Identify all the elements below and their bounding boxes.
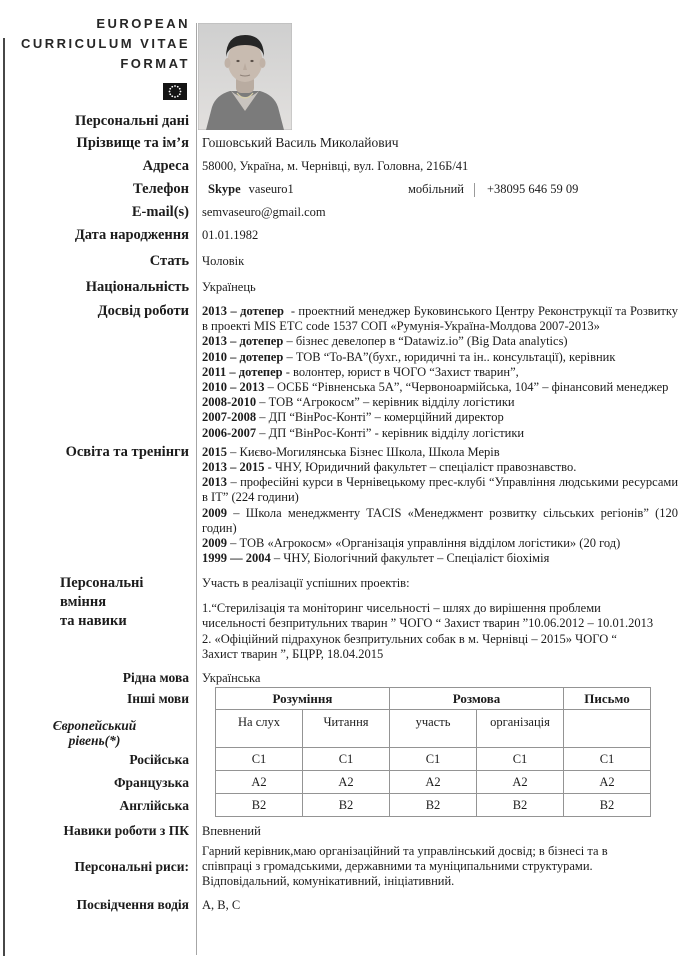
education-entry: 1999 — 2004 – ЧНУ, Біологічний факультет – Спеціаліст біохімія: [202, 551, 550, 566]
field-row-gender: [0, 252, 678, 271]
education-entry: 2015 – Києво-Могилянська Бізнес Школа, Школа Мерів: [202, 444, 500, 459]
european-level-label: Європейський рівень(*): [52, 718, 137, 749]
experience-entry: 2013 – дотепер - проектний менеджер Буковинського Центру Реконструкції та Розвитку в проекті MIS ETC code 1537 СОП «Румунія-Україна-Молдова 2007-2013»: [202, 304, 678, 334]
title-line-3: FORMAT: [120, 56, 190, 71]
field-row-name: [0, 134, 678, 153]
field-row-email: [0, 203, 678, 222]
experience-entry: 2010 – 2013 – ОСББ “Рівненська 5А”, “Червоноармійська, 104” – фінансовий менеджер: [202, 380, 669, 395]
experience-entries: [196, 304, 678, 441]
language-name-french: Французька: [113, 774, 189, 790]
header-right: [196, 0, 292, 130]
language-name-russian: Російська: [129, 751, 189, 767]
field-row-phone: [0, 180, 678, 199]
eu-flag-icon: [163, 83, 187, 100]
mobile-number: +38095 646 59 09: [487, 182, 579, 196]
driver-license-label: Посвідчення водія: [76, 897, 189, 913]
pc-skills-label: Навики роботи з ПК: [63, 823, 189, 839]
language-row-labels: [0, 687, 196, 817]
education-entry: 2009 – Школа менеджменту TACIS «Менеджмент розвитку сільських регіонів” (120 годин): [202, 505, 678, 535]
address-label: Адреса: [142, 158, 189, 174]
table-row-russian: C1 C1 C1 C1 C1: [216, 748, 651, 771]
table-row-english: B2 B2 B2 B2 B2: [216, 794, 651, 817]
header-left: [0, 0, 196, 130]
gender-label: Стать: [149, 253, 189, 269]
table-group-header-row: [216, 688, 651, 710]
name-value: Гошовський Василь Миколайович: [202, 135, 399, 150]
understanding-header: Розуміння: [216, 688, 390, 710]
education-entry: 2009 – ТОВ «Агрокосм» «Організація управління відділом логістики» (20 год): [202, 536, 621, 551]
writing-header: Письмо: [564, 688, 651, 710]
eu-flag-wrap: [0, 83, 196, 100]
skills-project-1: 1.“Стерилізація та моніторинг чисельності – шлях до вирішення проблеми чисельності безпритульних тварин ” ЧОГО “ Захист тварин ”10.06.2012 – 10.01.2013: [202, 600, 654, 631]
cv-format-title: [0, 14, 196, 74]
experience-entry: 2013 – дотепер – бізнес девелопер в “Datawiz.io” (Big Data analytics): [202, 334, 568, 349]
document-header: [0, 0, 678, 130]
writing-subheader-empty: [564, 710, 651, 748]
education-section: [0, 443, 678, 567]
education-entry: 2013 – професійні курси в Чернівецькому прес-клубі “Управління людськими ресурсами в ІТ” (224 години): [202, 475, 678, 505]
address-value: 58000, Україна, м. Чернівці, вул. Головна, 216Б/41: [202, 159, 469, 173]
experience-label: Досвід роботи: [97, 303, 189, 319]
other-languages-label: Інші мови: [126, 690, 189, 706]
experience-entry: 2010 – дотепер – ТОВ “То-ВА”(бухг., юридичні та ін.. консультації), керівник: [202, 349, 616, 364]
education-label: Освіта та тренінги: [65, 443, 189, 460]
language-levels-table: [215, 687, 651, 817]
skills-section: [0, 574, 678, 662]
column-separator-line: [196, 23, 197, 955]
field-row-nationality: [0, 278, 678, 297]
skype-value: vaseuro1: [248, 182, 294, 196]
native-language-label: Рідна мова: [122, 670, 189, 686]
phone-value-group: [196, 182, 678, 197]
birthdate-label: Дата народження: [74, 227, 189, 243]
mobile-label: мобільний: [408, 182, 464, 196]
experience-entry: 2007-2008 – ДП “ВінРос-Конті” – комерційний директор: [202, 410, 504, 425]
phone-label: Телефон: [133, 181, 189, 197]
language-table-wrap: [196, 687, 651, 817]
personal-data-section-label: Персональні дані: [75, 113, 189, 129]
birthdate-value: 01.01.1982: [202, 228, 259, 242]
portrait-photo: [198, 23, 292, 130]
pc-skills-value: Впевнений: [202, 824, 261, 839]
organisation-subheader: організація: [477, 710, 564, 748]
email-value: semvaseuro@gmail.com: [202, 205, 326, 219]
skills-label: Персональні вміння та навики: [60, 575, 144, 630]
driver-license-row: [0, 895, 678, 914]
experience-entry: 2011 – дотепер - волонтер, юрист в ЧОГО “Захист тварин”,: [202, 364, 519, 379]
skype-group: [202, 182, 408, 197]
skills-project-2: 2. «Офіційний підрахунок безпритульних собак в м. Чернівці – 2015» ЧОГО “ Захист тварин ”, БЦРР, 18.04.2015: [202, 631, 617, 662]
personal-traits-row: [0, 844, 678, 889]
native-language-row: [0, 668, 678, 687]
title-line-1: EUROPEAN: [96, 16, 190, 31]
field-row-address: [0, 157, 678, 176]
reading-subheader: Читання: [303, 710, 390, 748]
languages-section: [0, 687, 678, 817]
scan-edge-line: [3, 38, 5, 956]
personal-traits-value: Гарний керівник,маю організаційний та управлінський досвід; в бізнесі та в співпраці з громадськими, державними та муніципальними структурами. Відповідальний, комунікативний, ініціативний.: [202, 844, 608, 889]
title-line-2: CURRICULUM VITAE: [20, 36, 190, 51]
driver-license-value: А, В, С: [202, 898, 241, 913]
email-label: E-mail(s): [131, 204, 189, 220]
experience-entry: 2006-2007 – ДП “ВінРос-Конті” - керівник відділу логістики: [202, 425, 525, 440]
nationality-value: Українець: [202, 280, 256, 294]
participation-subheader: участь: [390, 710, 477, 748]
name-label: Прізвище та ім’я: [76, 135, 189, 151]
skills-text: [196, 576, 654, 662]
phone-divider-line: [474, 183, 475, 197]
language-name-english: Англійська: [119, 797, 189, 813]
pc-skills-row: [0, 821, 678, 840]
experience-entry: 2008-2010 – ТОВ “Агрокосм” – керівник відділу логістики: [202, 395, 515, 410]
table-sub-header-row: [216, 710, 651, 748]
field-row-birthdate: [0, 226, 678, 245]
listening-subheader: На слух: [216, 710, 303, 748]
table-row-french: A2 A2 A2 A2 A2: [216, 771, 651, 794]
speaking-header: Розмова: [390, 688, 564, 710]
skills-intro: Участь в реалізації успішних проектів:: [202, 576, 410, 591]
skype-label: Skype: [208, 182, 241, 196]
experience-section: [0, 302, 678, 441]
nationality-label: Національність: [85, 279, 189, 295]
education-entries: [196, 445, 678, 567]
personal-traits-label: Персональні риси:: [74, 859, 189, 875]
native-language-value: Українська: [202, 671, 261, 686]
education-entry: 2013 – 2015 - ЧНУ, Юридичний факультет – спеціаліст правознавство.: [202, 460, 577, 475]
gender-value: Чоловік: [202, 254, 245, 268]
